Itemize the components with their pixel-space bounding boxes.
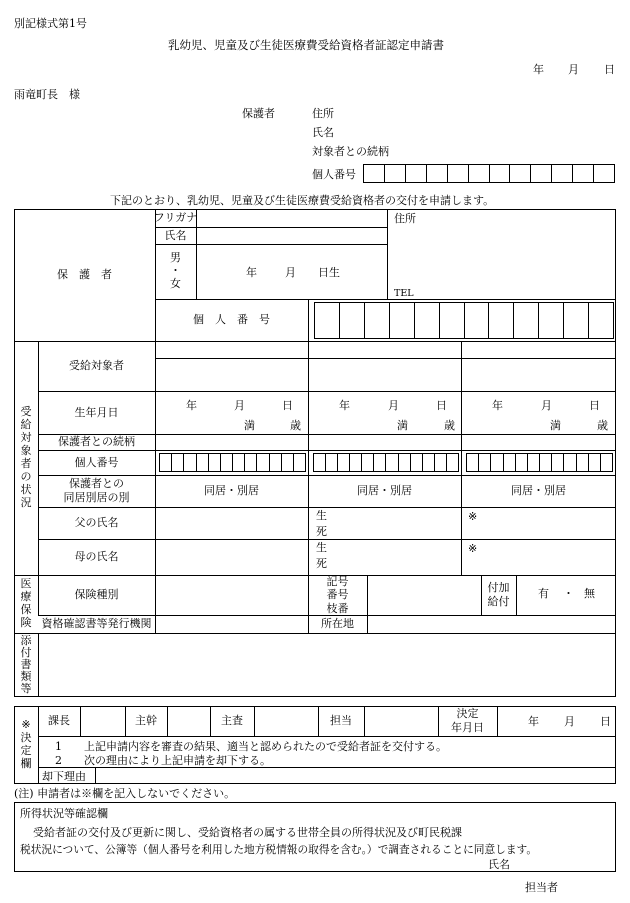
- sex-separator: ・: [170, 264, 181, 278]
- inspector-label: 主査: [221, 714, 243, 728]
- guardian-mynumber-label: 個 人 番 号: [193, 313, 270, 327]
- sex-female[interactable]: 女: [170, 276, 181, 290]
- father-alive-option[interactable]: 生: [316, 509, 327, 522]
- insurance-side-label: 医 療 保 険: [20, 577, 32, 629]
- decision-item-2: 次の理由により上記申請を却下する。: [84, 754, 271, 767]
- supplementary-benefit-label: 付加 給付: [487, 581, 510, 608]
- guardian-furigana-label: フリガナ: [153, 211, 198, 225]
- insurance-type-field[interactable]: [156, 576, 308, 615]
- recipient-3-month: 月: [541, 399, 552, 412]
- recipient-3-day: 日: [589, 399, 600, 412]
- recipient-1-mynumber-boxes[interactable]: [159, 453, 306, 472]
- decision-day: 日: [600, 715, 611, 728]
- consent-line-2: 税状況について、公簿等（個人番号を利用した地方税情報の取得を含む。）で調査されることに同意します。: [20, 843, 538, 856]
- decision-item-1: 上記申請内容を審査の結果、適当と認められたので受給者証を交付する。: [84, 740, 447, 753]
- recipient-1-year: 年: [186, 399, 197, 412]
- recipient-3-name-field[interactable]: [462, 359, 615, 391]
- consent-line-1: 受給者証の交付及び更新に関し、受給資格者の属する世帯全員の所得状況及び町民税課: [33, 826, 462, 839]
- recipient-3-furigana-field[interactable]: [462, 342, 615, 358]
- decision-month: 月: [564, 715, 575, 728]
- recipient-birthdate-label: 生年月日: [74, 405, 119, 419]
- guardian-name-field[interactable]: [196, 228, 387, 244]
- mother-note-mark: ※: [468, 542, 478, 555]
- recipient-1-day: 日: [282, 399, 293, 412]
- recipient-relation-label: 保護者との続柄: [58, 435, 135, 449]
- applicant-guardian-label: 保護者: [242, 107, 275, 120]
- mother-dead-option[interactable]: 死: [316, 557, 327, 570]
- inspector-stamp-field[interactable]: [255, 707, 318, 736]
- addressee: 雨竜町長 様: [14, 88, 80, 101]
- staff-label: 担当: [330, 714, 352, 728]
- date-day-label: 日: [604, 63, 615, 76]
- issuer-location-label: 所在地: [321, 617, 354, 631]
- recipient-2-furigana-field[interactable]: [309, 342, 461, 358]
- guardian-section-label: 保 護 者: [57, 268, 112, 282]
- guardian-birth-year: 年: [246, 266, 257, 279]
- recipient-cohabitation-label: 保護者との 同居別居の別: [63, 477, 130, 504]
- recipient-1-full: 満: [244, 419, 255, 432]
- recipients-side-label: 受 給 対 象 者 の 状 況: [20, 405, 32, 509]
- sex-male[interactable]: 男: [170, 251, 181, 265]
- senior-stamp-field[interactable]: [168, 707, 210, 736]
- guardian-birth-day: 日生: [318, 266, 340, 279]
- recipient-2-month: 月: [388, 399, 399, 412]
- guardian-address-field[interactable]: [388, 226, 615, 284]
- intro-text: 下記のとおり、乳幼児、児童及び生徒医療費受給資格者の交付を申請します。: [110, 194, 495, 207]
- form-title: 乳幼児、児童及び生徒医療費受給資格者証認定申請書: [168, 38, 444, 52]
- guardian-address-label: 住所: [394, 212, 416, 225]
- mother-alive-option[interactable]: 生: [316, 541, 327, 554]
- issuer-label: 資格確認書等発行機関: [41, 617, 152, 631]
- date-month-label: 月: [568, 63, 579, 76]
- recipient-mother-label: 母の氏名: [74, 550, 119, 564]
- recipient-3-year: 年: [492, 399, 503, 412]
- recipient-target-label: 受給対象者: [69, 359, 124, 373]
- applicant-mynumber-label: 個人番号: [312, 168, 356, 181]
- date-year-label: 年: [533, 63, 544, 76]
- reject-reason-label: 却下理由: [42, 770, 86, 783]
- guardian-name-label: 氏名: [164, 228, 187, 242]
- supplementary-separator: ・: [563, 587, 574, 600]
- recipient-3-full: 満: [550, 419, 561, 432]
- insurance-code-field[interactable]: [368, 576, 481, 615]
- recipient-2-relation-field[interactable]: [309, 435, 461, 450]
- senior-label: 主幹: [135, 714, 157, 728]
- applicant-mynumber-boxes[interactable]: [363, 164, 615, 183]
- guardian-tel-label: TEL: [394, 288, 414, 299]
- recipient-2-cohabitation[interactable]: 同居・別居: [357, 484, 412, 498]
- decision-date-label: 決定 年月日: [451, 707, 484, 734]
- recipient-2-day: 日: [436, 399, 447, 412]
- supplementary-yes-option[interactable]: 有: [538, 587, 549, 600]
- attachments-side-label: 添 付 書 類 等: [20, 633, 32, 696]
- recipient-1-furigana-field[interactable]: [156, 342, 307, 358]
- consent-title: 所得状況等確認欄: [20, 807, 108, 820]
- recipient-mother-name-field[interactable]: [156, 540, 307, 575]
- reject-reason-field[interactable]: [96, 768, 615, 784]
- applicant-name-label: 氏名: [312, 126, 334, 139]
- recipient-mynumber-label: 個人番号: [74, 455, 119, 469]
- recipient-2-age: 歳: [444, 419, 455, 432]
- applicant-relation-label: 対象者との続柄: [312, 145, 389, 158]
- supplementary-no-option[interactable]: 無: [584, 587, 595, 600]
- recipient-1-cohabitation[interactable]: 同居・別居: [204, 484, 259, 498]
- recipient-2-year: 年: [339, 399, 350, 412]
- recipient-2-mynumber-boxes[interactable]: [313, 453, 459, 472]
- recipient-2-full: 満: [397, 419, 408, 432]
- recipient-1-month: 月: [234, 399, 245, 412]
- recipient-1-age: 歳: [290, 419, 301, 432]
- recipient-1-relation-field[interactable]: [156, 435, 307, 450]
- chief-stamp-field[interactable]: [81, 707, 125, 736]
- recipient-father-label: 父の氏名: [74, 516, 119, 530]
- decision-year: 年: [528, 715, 539, 728]
- recipient-3-mynumber-boxes[interactable]: [466, 453, 613, 472]
- insurance-type-label: 保険種別: [74, 588, 119, 602]
- issuer-location-field[interactable]: [368, 616, 615, 633]
- chief-label: 課長: [48, 714, 70, 728]
- recipient-1-name-field[interactable]: [156, 359, 307, 391]
- recipient-2-name-field[interactable]: [309, 359, 461, 391]
- guardian-birth-month: 月: [285, 266, 296, 279]
- form-number: 別記様式第1号: [14, 17, 87, 30]
- father-note-mark: ※: [468, 510, 478, 523]
- applicant-address-label: 住所: [312, 107, 334, 120]
- insurance-code-label: 記号 番号 枝番: [326, 575, 349, 615]
- guardian-sex-selector[interactable]: [155, 244, 196, 299]
- decision-side-label: ※ 決 定 欄: [20, 718, 32, 770]
- recipient-father-name-field[interactable]: [156, 508, 307, 539]
- guardian-mynumber-boxes[interactable]: [314, 302, 614, 339]
- decision-item-1-number: 1: [55, 740, 62, 753]
- staff-stamp-field[interactable]: [365, 707, 438, 736]
- attachments-field[interactable]: [39, 634, 615, 696]
- note-text: (注) 申請者は※欄を記入しないでください。: [14, 787, 236, 800]
- recipient-3-relation-field[interactable]: [462, 435, 615, 450]
- recipient-3-age: 歳: [597, 419, 608, 432]
- staff-in-charge-label: 担当者: [525, 881, 558, 894]
- guardian-furigana-field[interactable]: [196, 210, 387, 227]
- decision-item-2-number: 2: [55, 754, 62, 767]
- recipient-3-cohabitation[interactable]: 同居・別居: [511, 484, 566, 498]
- consent-name-label: 氏名: [488, 858, 510, 871]
- father-dead-option[interactable]: 死: [316, 525, 327, 538]
- issuer-field[interactable]: [156, 616, 308, 633]
